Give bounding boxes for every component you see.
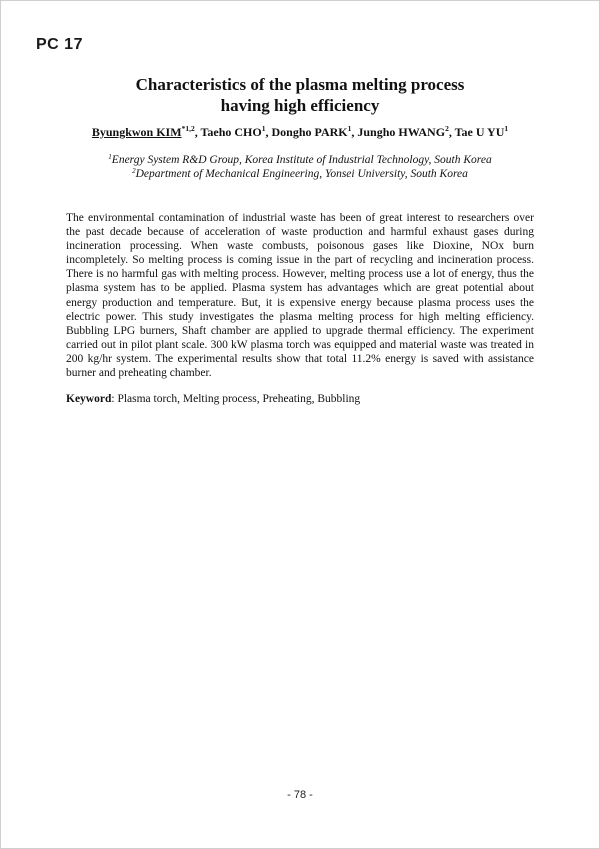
keywords (66, 392, 534, 406)
affiliation-text: Department of Mechanical Engineering, Yonsei University, South Korea (135, 168, 468, 180)
session-code: PC 17 (36, 36, 83, 53)
author-name: Dongho PARK (271, 125, 348, 139)
keywords-separator: : (111, 393, 118, 405)
author-3 (271, 125, 357, 139)
keywords-text: Plasma torch, Melting process, Preheating, Bubbling (117, 393, 361, 405)
abstract-body: The environmental contamination of industrial waste has been of great interest to researchers over the past decade because of acceleration of waste production and harmful exhaust gases during incineration processing. When waste combusts, poisonous gases like Dioxine, NOx burn incompletely. So melting process is coming issue in the part of recycling and incineration process. There is no harmful gas with melting process. However, melting process use a lot of energy, thus the plasma system has to be applied. Plasma system has advantages which are great potential about energy production and temperature. But, it is expensive energy because plasma process uses the electric power. This study investigates the plasma melting process for high melting efficiency. Bubbling LPG burners, Shaft chamber are applied to upgrade thermal efficiency. The experiment carried out in pilot plant scale. 300 kW plasma torch was equipped and material waste was treated in 200 kg/hr system. The experimental results show that total 11.2% energy is saved with assistance burner and preheating chamber. (66, 212, 534, 380)
author-1 (92, 125, 201, 139)
affiliation-2 (50, 167, 550, 181)
author-name: Taeho CHO (200, 125, 262, 139)
author-affiliation-mark: 2 (445, 124, 449, 133)
author-name: Byungkwon KIM (91, 125, 182, 139)
author-2 (200, 125, 271, 139)
author-affiliation-mark: 1 (347, 124, 352, 133)
affiliation-mark: 2 (132, 167, 136, 175)
author-affiliation-mark: 1 (504, 124, 509, 133)
affiliation-list (50, 153, 550, 181)
paper-title-line-2: having high efficiency (220, 96, 380, 115)
affiliation-1 (50, 153, 550, 167)
author-affiliation-mark: 1 (261, 124, 266, 133)
author-separator: , (265, 125, 272, 139)
author-separator: , (351, 125, 358, 139)
paper-title-line-1: Characteristics of the plasma melting process (135, 75, 465, 94)
author-list (50, 124, 550, 140)
author-5 (455, 125, 509, 139)
author-affiliation-mark: *1,2 (181, 124, 195, 133)
paper-title (60, 74, 540, 116)
affiliation-mark: 1 (108, 153, 112, 161)
author-name: Tae U YU (454, 125, 505, 139)
author-separator: , (194, 125, 201, 139)
author-4 (357, 125, 454, 139)
author-separator: , (448, 125, 455, 139)
affiliation-text: Energy System R&D Group, Korea Institute of Industrial Technology, South Korea (111, 154, 492, 166)
keywords-label: Keyword (66, 393, 112, 405)
author-name: Jungho HWANG (357, 125, 446, 139)
page-number: - 78 - (287, 789, 313, 801)
